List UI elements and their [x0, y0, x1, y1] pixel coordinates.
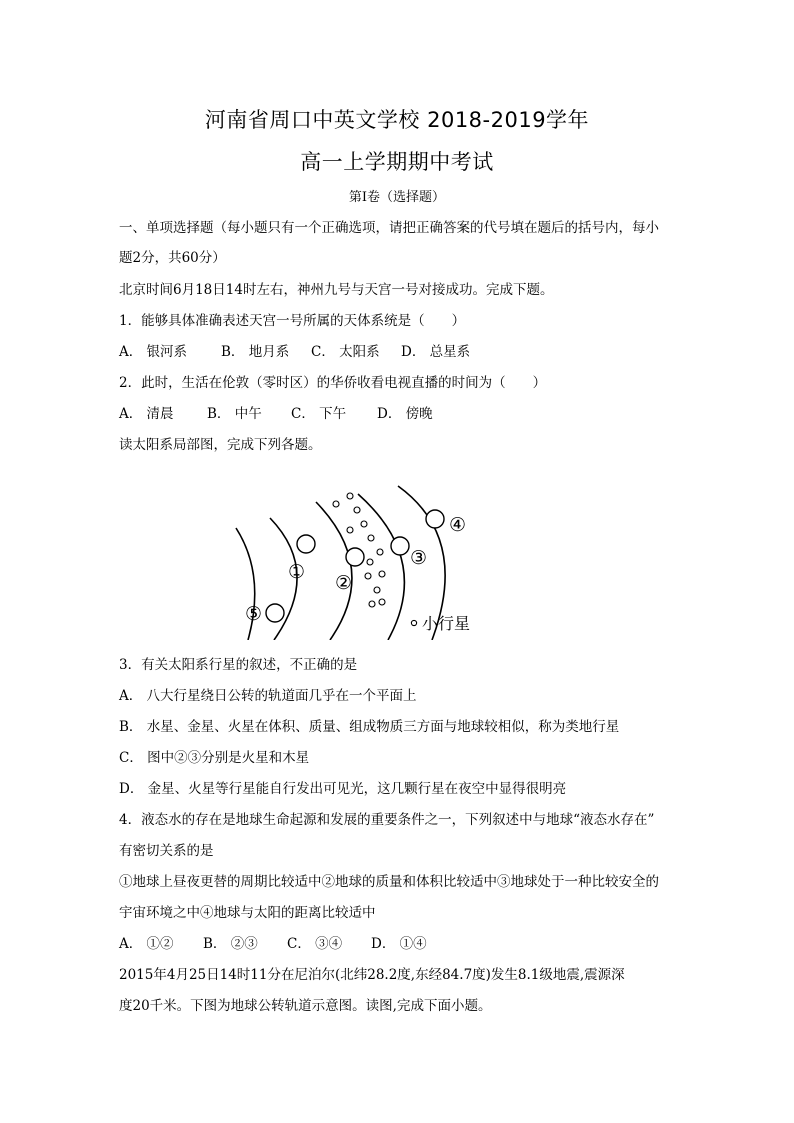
q3-stem: 3．有关太阳系行星的叙述，不正确的是: [119, 657, 358, 673]
asteroid: [333, 501, 339, 507]
q4-statement-line1: ①地球上昼夜更替的周期比较适中②地球的质量和体积比较适中③地球处于一种比较安全的: [119, 874, 659, 890]
q4-stem-line2: 有密切关系的是: [119, 843, 214, 859]
instruction-line1: 一、单项选择题（每小题只有一个正确选项，请把正确答案的代号填在题后的括号内，每小: [119, 220, 659, 236]
section-subtitle: 第Ⅰ卷（选择题）: [348, 190, 446, 205]
q3-option-a[interactable]: A． 八大行星绕日公转的轨道面几乎在一个平面上: [119, 688, 417, 704]
asteroid: [367, 559, 373, 565]
asteroid-belt: [333, 493, 417, 626]
asteroid: [347, 493, 353, 499]
q2-option-b[interactable]: B． 中午: [207, 406, 262, 422]
q1-option-d[interactable]: D． 总星系: [401, 344, 471, 360]
q1-options: [119, 343, 470, 361]
orbit-3: [316, 502, 352, 640]
asteroid: [361, 521, 367, 527]
planet-1: [297, 535, 315, 553]
passage-3-line2: 度20千米。下图为地球公转轨道示意图。读图,完成下面小题。: [119, 998, 492, 1014]
q3-option-c[interactable]: C． 图中②③分别是火星和木星: [119, 750, 310, 766]
q1-option-b[interactable]: B． 地月系: [221, 344, 290, 360]
exam-title-line1: 河南省周口中英文学校 2018-2019学年: [204, 108, 590, 132]
exam-title-line2: 高一上学期期中考试: [300, 150, 494, 174]
planet-4: [426, 510, 444, 528]
instruction-line2: 题2分，共60分）: [119, 250, 226, 266]
passage-2: 读太阳系局部图，完成下列各题。: [119, 437, 322, 453]
q4-option-d[interactable]: D． ①④: [371, 936, 427, 952]
asteroid-label: 小行星: [422, 614, 471, 633]
q2-stem: 2．此时，生活在伦敦（零时区）的华侨收看电视直播的时间为（ ）: [119, 375, 547, 391]
planet-3: [391, 537, 409, 555]
planet-2: [346, 548, 364, 566]
asteroid: [354, 507, 360, 513]
q4-stem-line1: 4．液态水的存在是地球生命起源和发展的重要条件之一，下列叙述中与地球“液态水存在”: [119, 812, 655, 828]
q4-option-b[interactable]: B． ②③: [203, 936, 258, 952]
orbit-4: [358, 494, 404, 640]
passage-1: 北京时间6月18日14时左右，神州九号与天宫一号对接成功。完成下题。: [119, 282, 554, 298]
planet-label-5: ⑤: [245, 603, 263, 625]
q1-option-a[interactable]: A． 银河系: [119, 344, 188, 360]
asteroid: [368, 535, 374, 541]
q1-stem: 1．能够具体准确表述天宫一号所属的天体系统是（ ）: [119, 313, 466, 329]
asteroid: [365, 573, 371, 579]
asteroid: [379, 599, 385, 605]
asteroid: [379, 571, 385, 577]
asteroid: [347, 527, 353, 533]
q2-option-c[interactable]: C． 下午: [291, 406, 347, 422]
planet-label-1: ①: [288, 561, 306, 583]
passage-3-line1: 2015年4月25日14时11分在尼泊尔(北纬28.2度,东经84.7度)发生8.1级地震,震源深: [119, 967, 625, 983]
asteroid: [369, 601, 375, 607]
q2-option-d[interactable]: D． 傍晚: [377, 406, 433, 422]
q3-option-b[interactable]: B． 水星、金星、火星在体积、质量、组成物质三方面与地球较相似，称为类地行星: [119, 719, 620, 735]
q4-option-a[interactable]: A． ①②: [119, 936, 174, 952]
planet-label-3: ③: [410, 547, 428, 569]
q4-statement-line2: 宇宙环境之中④地球与太阳的距离比较适中: [119, 905, 376, 921]
planet-label-2: ②: [335, 572, 353, 594]
asteroid: [377, 549, 383, 555]
q1-option-c[interactable]: C． 太阳系: [311, 344, 380, 360]
q2-options: [119, 405, 433, 423]
solar-system-diagram: [230, 480, 490, 640]
planet-label-4: ④: [449, 514, 467, 536]
q4-option-c[interactable]: C． ③④: [287, 936, 343, 952]
planet-5: [266, 604, 284, 622]
q3-option-d[interactable]: D． 金星、火星等行星能自行发出可见光，这几颗行星在夜空中显得很明亮: [119, 781, 567, 797]
asteroid-legend-dot: [411, 620, 416, 625]
asteroid: [374, 587, 380, 593]
q2-option-a[interactable]: A． 清晨: [119, 406, 174, 422]
q4-options: [119, 935, 427, 953]
